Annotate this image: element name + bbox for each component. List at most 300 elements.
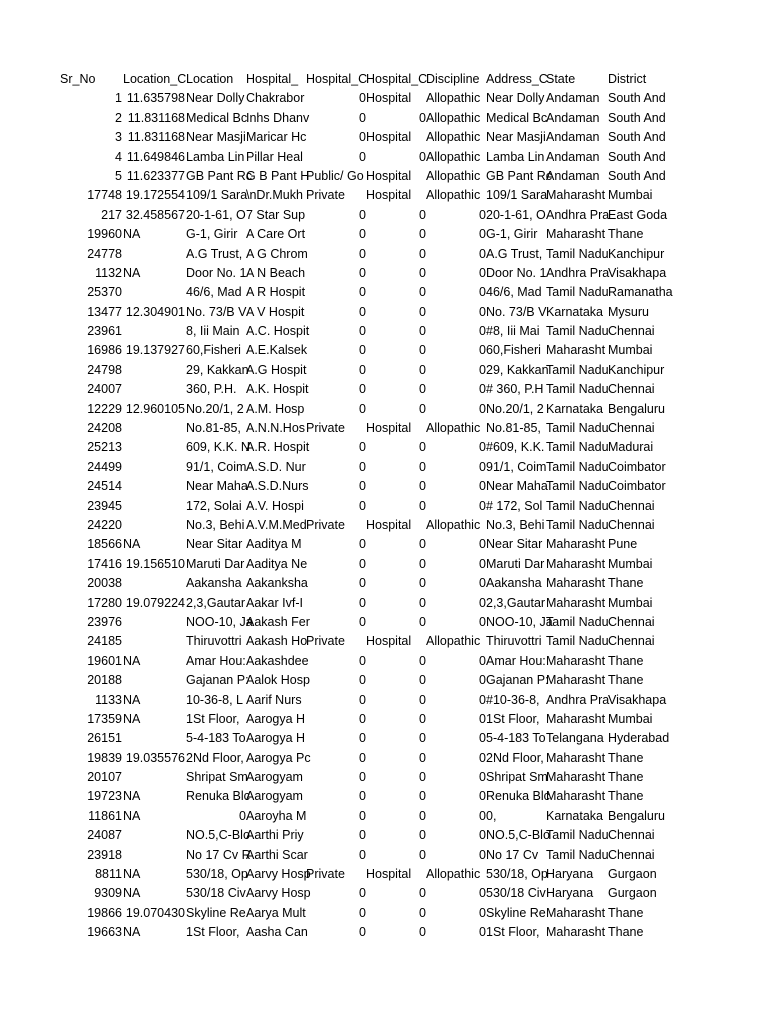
cell-district[interactable]: Thane — [608, 653, 644, 668]
cell-hospital-name[interactable]: A.S.D. Nur — [246, 459, 306, 474]
cell-address[interactable]: 29, Kakkan — [486, 362, 549, 377]
cell-hospital-name[interactable]: Aakanksha — [246, 576, 308, 591]
cell-discipline[interactable]: 0 — [479, 343, 486, 358]
cell-hospital-name[interactable]: A.V. Hospi — [246, 498, 304, 513]
cell-location[interactable]: Renuka Blc — [186, 789, 250, 804]
cell-hospital-name[interactable]: Aaroyha M — [246, 808, 307, 823]
cell-discipline[interactable]: Allopathic — [426, 421, 481, 436]
cell-hospital-care-type[interactable]: 0 — [419, 808, 426, 823]
cell-address[interactable]: No. 73/B V — [486, 304, 547, 319]
cell-district[interactable]: Chennai — [608, 847, 655, 862]
cell-location-coord[interactable]: NA — [123, 711, 141, 726]
cell-hospital-category[interactable]: 0 — [359, 828, 366, 843]
cell-location-coord[interactable] — [123, 846, 185, 865]
cell-location-coord[interactable]: NA — [123, 808, 141, 823]
cell-sr-no[interactable]: 23976 — [87, 614, 122, 629]
cell-district[interactable]: South And — [608, 91, 666, 106]
cell-sr-no[interactable]: 4 — [115, 149, 122, 164]
cell-discipline[interactable]: 0 — [479, 498, 486, 513]
cell-state[interactable]: Karnataka — [546, 401, 603, 416]
cell-state[interactable]: Maharasht — [546, 711, 606, 726]
cell-discipline[interactable]: 0 — [479, 808, 486, 823]
cell-address[interactable]: Near Sitar — [486, 537, 543, 552]
cell-location[interactable]: Lamba Lin — [186, 149, 245, 164]
cell-state[interactable]: Tamil Nadu — [546, 440, 609, 455]
cell-address[interactable]: # 360, P.H — [486, 382, 544, 397]
cell-sr-no[interactable]: 2 — [115, 110, 122, 125]
cell-hospital-care-type[interactable]: 0 — [419, 479, 426, 494]
cell-discipline[interactable]: Allopathic — [426, 149, 481, 164]
cell-sr-no[interactable]: 9309 — [94, 886, 122, 901]
cell-discipline[interactable]: Allopathic — [426, 188, 481, 203]
cell-district[interactable]: Ramanatha — [608, 285, 673, 300]
cell-sr-no[interactable]: 12229 — [87, 401, 122, 416]
cell-discipline[interactable]: 0 — [479, 925, 486, 940]
cell-location-coord[interactable] — [123, 322, 185, 341]
cell-hospital-name[interactable]: A.N.N.Hos — [246, 421, 306, 436]
cell-district[interactable]: Visakhapa — [608, 692, 667, 707]
cell-address[interactable]: Renuka Blc — [486, 789, 550, 804]
cell-hospital-care-type[interactable]: 0 — [419, 576, 426, 591]
header-cell-sr-no[interactable]: Sr_No — [60, 72, 96, 86]
cell-sr-no[interactable]: 19723 — [87, 789, 122, 804]
cell-hospital-care-type[interactable]: 0 — [419, 595, 426, 610]
cell-hospital-name[interactable]: Aarif Nurs — [246, 692, 302, 707]
cell-sr-no[interactable]: 24087 — [87, 828, 122, 843]
cell-district[interactable]: Mumbai — [608, 711, 653, 726]
cell-hospital-care-type[interactable]: 0 — [419, 110, 426, 125]
cell-hospital-care-type[interactable]: Hospital — [366, 168, 412, 183]
cell-location[interactable]: Near Dolly — [186, 91, 245, 106]
cell-state[interactable]: Maharasht — [546, 770, 606, 785]
cell-discipline[interactable]: 0 — [479, 847, 486, 862]
cell-discipline[interactable]: 0 — [479, 673, 486, 688]
cell-location[interactable]: Gajanan P: — [186, 673, 249, 688]
cell-location[interactable]: 530/18, Op — [186, 867, 248, 882]
cell-hospital-category[interactable]: Private — [306, 634, 345, 649]
cell-address[interactable]: Maruti Dar — [486, 556, 545, 571]
cell-location[interactable]: A.G Trust, — [186, 246, 243, 261]
cell-location-coord[interactable] — [123, 419, 185, 438]
cell-state[interactable]: Tamil Nadu — [546, 847, 609, 862]
cell-discipline[interactable]: 0 — [479, 382, 486, 397]
cell-address[interactable]: Shripat Sm — [486, 770, 548, 785]
cell-location[interactable]: Amar Hou: — [186, 653, 246, 668]
cell-location-coord[interactable]: NA — [123, 925, 141, 940]
cell-hospital-care-type[interactable]: Hospital — [366, 867, 412, 882]
cell-sr-no[interactable]: 8811 — [95, 867, 122, 882]
cell-address[interactable]: Medical Bc — [486, 110, 548, 125]
cell-hospital-category[interactable]: 0 — [359, 382, 366, 397]
cell-state[interactable]: Tamil Nadu — [546, 362, 609, 377]
cell-sr-no[interactable]: 1 — [115, 91, 122, 106]
cell-district[interactable]: Gurgaon — [608, 867, 657, 882]
cell-address[interactable]: Aakansha — [486, 576, 542, 591]
cell-hospital-care-type[interactable]: 0 — [419, 828, 426, 843]
cell-sr-no[interactable]: 24208 — [87, 421, 122, 436]
cell-district[interactable]: Coimbator — [608, 479, 666, 494]
cell-district[interactable]: Pune — [608, 537, 638, 552]
cell-location[interactable]: Maruti Dar — [186, 556, 245, 571]
cell-district[interactable]: Chennai — [608, 634, 655, 649]
cell-sr-no[interactable]: 24778 — [87, 246, 122, 261]
cell-location-coord[interactable] — [123, 729, 185, 748]
cell-state[interactable]: Maharasht — [546, 653, 606, 668]
cell-hospital-care-type[interactable]: 0 — [419, 207, 426, 222]
cell-district[interactable]: Chennai — [608, 382, 655, 397]
cell-discipline[interactable]: 0 — [479, 905, 486, 920]
cell-address[interactable]: 2,3,Gautar — [486, 595, 546, 610]
cell-district[interactable]: South And — [608, 168, 666, 183]
cell-location-coord[interactable] — [123, 438, 185, 457]
cell-hospital-category[interactable]: 0 — [359, 110, 366, 125]
cell-hospital-name[interactable]: Chakrabor — [246, 91, 305, 106]
cell-address[interactable]: #8, Iii Mai — [486, 324, 540, 339]
cell-hospital-category[interactable]: 0 — [359, 925, 366, 940]
cell-hospital-category[interactable]: Private — [306, 421, 345, 436]
cell-state[interactable]: Haryana — [546, 867, 594, 882]
cell-hospital-category[interactable]: 0 — [359, 362, 366, 377]
cell-hospital-category[interactable]: 0 — [359, 498, 366, 513]
cell-discipline[interactable]: 0 — [479, 285, 486, 300]
cell-discipline[interactable]: 0 — [479, 362, 486, 377]
cell-hospital-care-type[interactable]: 0 — [419, 362, 426, 377]
cell-location[interactable]: No.81-85, — [186, 421, 241, 436]
cell-state[interactable]: Andaman — [546, 149, 600, 164]
cell-sr-no[interactable]: 19866 — [87, 905, 122, 920]
cell-sr-no[interactable]: 11861 — [88, 808, 122, 823]
cell-hospital-name[interactable]: Inhs Dhanv — [246, 110, 310, 125]
cell-location[interactable]: No. 73/B V — [186, 304, 247, 319]
cell-location[interactable]: No 17 Cv R — [186, 847, 251, 862]
cell-state[interactable]: Tamil Nadu — [546, 324, 609, 339]
cell-discipline[interactable]: 0 — [479, 227, 486, 242]
cell-hospital-care-type[interactable]: 0 — [419, 440, 426, 455]
cell-hospital-category[interactable]: 0 — [359, 886, 366, 901]
cell-hospital-name[interactable]: \nDr.Mukh — [246, 188, 303, 203]
cell-hospital-category[interactable]: 0 — [359, 149, 366, 164]
cell-state[interactable]: Tamil Nadu — [546, 459, 609, 474]
cell-address[interactable]: Near Maha — [486, 479, 548, 494]
cell-location-coord[interactable] — [123, 245, 185, 264]
cell-location[interactable]: G-1, Girir — [186, 227, 238, 242]
cell-hospital-care-type[interactable]: 0 — [419, 459, 426, 474]
cell-hospital-name[interactable]: Aarthi Priy — [246, 828, 304, 843]
cell-state[interactable]: Maharasht — [546, 576, 606, 591]
cell-discipline[interactable]: Allopathic — [426, 91, 481, 106]
cell-district[interactable]: Thane — [608, 770, 644, 785]
cell-hospital-category[interactable]: 0 — [359, 711, 366, 726]
cell-hospital-name[interactable]: Aalok Hosp — [246, 673, 310, 688]
cell-state[interactable]: Andhra Pra — [546, 692, 610, 707]
cell-state[interactable]: Andaman — [546, 110, 600, 125]
header-cell-hospital-care-type[interactable]: Hospital_C — [366, 72, 428, 86]
cell-discipline[interactable]: 0 — [479, 595, 486, 610]
cell-sr-no[interactable]: 217 — [101, 207, 122, 222]
cell-hospital-care-type[interactable]: 0 — [419, 382, 426, 397]
cell-hospital-category[interactable]: 0 — [359, 130, 366, 145]
cell-discipline[interactable]: 0 — [479, 614, 486, 629]
cell-hospital-care-type[interactable]: 0 — [419, 711, 426, 726]
cell-sr-no[interactable]: 20038 — [87, 576, 122, 591]
cell-location[interactable]: 2Nd Floor, — [186, 750, 244, 765]
cell-hospital-name[interactable]: G B Pant H — [246, 168, 310, 183]
cell-address[interactable]: Near Dolly — [486, 91, 545, 106]
cell-discipline[interactable]: Allopathic — [426, 110, 481, 125]
cell-hospital-category[interactable]: 0 — [359, 556, 366, 571]
cell-address[interactable]: 0, — [486, 808, 497, 823]
cell-hospital-name[interactable]: A.R. Hospit — [246, 440, 310, 455]
cell-hospital-name[interactable]: Aarogya Pc — [246, 750, 311, 765]
cell-hospital-care-type[interactable]: 0 — [419, 886, 426, 901]
cell-location[interactable]: 1St Floor, — [186, 711, 240, 726]
cell-location-coord[interactable]: 19.070430 — [125, 905, 185, 920]
cell-location[interactable]: 91/1, Coim — [186, 459, 247, 474]
cell-location[interactable]: 1St Floor, — [186, 925, 240, 940]
cell-hospital-name[interactable]: Pillar Heal — [246, 149, 303, 164]
cell-district[interactable]: Chennai — [608, 828, 655, 843]
cell-location[interactable]: 0 — [239, 808, 246, 823]
cell-discipline[interactable]: 0 — [479, 576, 486, 591]
cell-district[interactable]: South And — [608, 149, 666, 164]
cell-discipline[interactable]: Allopathic — [426, 130, 481, 145]
cell-location-coord[interactable]: NA — [123, 227, 141, 242]
cell-hospital-name[interactable]: Aarvy Hosp — [246, 867, 311, 882]
cell-hospital-care-type[interactable]: 0 — [419, 285, 426, 300]
cell-hospital-category[interactable]: 0 — [359, 304, 366, 319]
cell-discipline[interactable]: 0 — [479, 459, 486, 474]
cell-hospital-category[interactable]: 0 — [359, 265, 366, 280]
cell-location[interactable]: Near Maha — [186, 479, 248, 494]
cell-hospital-category[interactable]: 0 — [359, 905, 366, 920]
cell-address[interactable]: Amar Hou: — [486, 653, 546, 668]
header-cell-district[interactable]: District — [608, 72, 647, 86]
cell-address[interactable]: No.3, Behi — [486, 517, 545, 532]
cell-hospital-care-type[interactable]: 0 — [419, 905, 426, 920]
cell-hospital-care-type[interactable]: 0 — [419, 847, 426, 862]
cell-state[interactable]: Andaman — [546, 130, 600, 145]
cell-sr-no[interactable]: 20188 — [87, 673, 122, 688]
cell-location[interactable]: Medical Bc — [186, 110, 248, 125]
cell-location-coord[interactable]: NA — [123, 653, 141, 668]
cell-hospital-name[interactable]: A N Beach — [246, 265, 306, 280]
cell-sr-no[interactable]: 24007 — [87, 382, 122, 397]
cell-sr-no[interactable]: 24798 — [87, 362, 122, 377]
cell-location-coord[interactable]: 19.137927 — [125, 343, 185, 358]
cell-district[interactable]: East Goda — [608, 207, 668, 222]
cell-hospital-care-type[interactable]: 0 — [419, 653, 426, 668]
cell-location[interactable]: Skyline Re — [186, 905, 246, 920]
cell-location-coord[interactable]: 19.035576 — [125, 750, 185, 765]
cell-discipline[interactable]: 0 — [479, 401, 486, 416]
cell-district[interactable]: South And — [608, 110, 666, 125]
cell-hospital-name[interactable]: Maricar Hc — [246, 130, 307, 145]
cell-location-coord[interactable] — [123, 283, 185, 302]
cell-location[interactable]: 29, Kakkan — [186, 362, 249, 377]
cell-state[interactable]: Tamil Nadu — [546, 421, 609, 436]
cell-location[interactable]: Near Sitar — [186, 537, 243, 552]
cell-location-coord[interactable]: 12.960105 — [125, 401, 185, 416]
cell-location[interactable]: Shripat Sm — [186, 770, 248, 785]
cell-hospital-category[interactable]: 0 — [359, 91, 366, 106]
cell-location[interactable]: No.3, Behi — [186, 517, 245, 532]
cell-location-coord[interactable]: 19.079224 — [125, 595, 185, 610]
cell-sr-no[interactable]: 19663 — [87, 925, 122, 940]
cell-sr-no[interactable]: 26151 — [87, 731, 122, 746]
cell-hospital-category[interactable]: 0 — [359, 459, 366, 474]
cell-state[interactable]: Andaman — [546, 91, 600, 106]
cell-address[interactable]: # 172, Sol — [486, 498, 543, 513]
cell-address[interactable]: 1St Floor, — [486, 711, 540, 726]
cell-location[interactable]: No.20/1, 2 — [186, 401, 244, 416]
cell-hospital-care-type[interactable]: 0 — [419, 304, 426, 319]
cell-hospital-care-type[interactable]: 0 — [419, 498, 426, 513]
cell-state[interactable]: Maharasht — [546, 595, 606, 610]
cell-district[interactable]: Chennai — [608, 614, 655, 629]
cell-discipline[interactable]: 0 — [479, 324, 486, 339]
cell-sr-no[interactable]: 24499 — [87, 459, 122, 474]
cell-location[interactable]: 360, P.H. — [186, 382, 237, 397]
cell-state[interactable]: Maharasht — [546, 925, 606, 940]
cell-location[interactable]: 609, K.K. N — [186, 440, 250, 455]
cell-hospital-care-type[interactable]: 0 — [419, 227, 426, 242]
cell-district[interactable]: Thane — [608, 925, 644, 940]
cell-hospital-care-type[interactable]: 0 — [419, 770, 426, 785]
cell-sr-no[interactable]: 18566 — [87, 537, 122, 552]
cell-district[interactable]: Bengaluru — [608, 808, 665, 823]
cell-hospital-care-type[interactable]: 0 — [419, 614, 426, 629]
cell-state[interactable]: Karnataka — [546, 304, 603, 319]
cell-hospital-name[interactable]: Aarogya H — [246, 711, 306, 726]
cell-state[interactable]: Maharasht — [546, 789, 606, 804]
cell-state[interactable]: Maharasht — [546, 343, 606, 358]
cell-sr-no[interactable]: 17416 — [87, 556, 122, 571]
cell-hospital-care-type[interactable]: 0 — [419, 673, 426, 688]
cell-state[interactable]: Telangana — [546, 731, 604, 746]
cell-hospital-category[interactable]: 0 — [359, 750, 366, 765]
cell-sr-no[interactable]: 17280 — [87, 595, 122, 610]
cell-location-coord[interactable]: 11.831168 — [127, 110, 185, 125]
cell-location-coord[interactable] — [123, 613, 185, 632]
cell-hospital-care-type[interactable]: 0 — [419, 731, 426, 746]
cell-hospital-care-type[interactable]: Hospital — [366, 421, 412, 436]
cell-state[interactable]: Maharasht — [546, 556, 606, 571]
cell-hospital-name[interactable]: Aarthi Scar — [246, 847, 308, 862]
cell-state[interactable]: Maharasht — [546, 537, 606, 552]
cell-discipline[interactable]: 0 — [479, 304, 486, 319]
cell-location-coord[interactable] — [123, 477, 185, 496]
cell-hospital-name[interactable]: A R Hospit — [246, 285, 306, 300]
cell-hospital-category[interactable]: 0 — [359, 207, 366, 222]
cell-hospital-care-type[interactable]: Hospital — [366, 130, 412, 145]
cell-sr-no[interactable]: 24514 — [87, 479, 122, 494]
cell-discipline[interactable]: 0 — [479, 265, 486, 280]
cell-address[interactable]: 109/1 Sara — [486, 188, 548, 203]
cell-hospital-name[interactable]: Aakar Ivf-I — [246, 595, 303, 610]
cell-location[interactable]: 530/18 Civ — [186, 886, 246, 901]
cell-location-coord[interactable]: NA — [123, 789, 141, 804]
cell-hospital-name[interactable]: A.V.M.Med — [246, 517, 307, 532]
cell-hospital-care-type[interactable]: 0 — [419, 265, 426, 280]
cell-location[interactable]: Door No. 1 — [186, 265, 247, 280]
cell-sr-no[interactable]: 23945 — [87, 498, 122, 513]
cell-location[interactable]: 5-4-183 To — [186, 731, 246, 746]
cell-address[interactable]: No.20/1, 2 — [486, 401, 544, 416]
cell-state[interactable]: Andaman — [546, 168, 600, 183]
cell-district[interactable]: Mumbai — [608, 343, 653, 358]
cell-hospital-category[interactable]: 0 — [359, 576, 366, 591]
cell-hospital-care-type[interactable]: Hospital — [366, 517, 412, 532]
cell-state[interactable]: Andhra Pra — [546, 207, 610, 222]
cell-location-coord[interactable]: 19.172554 — [125, 188, 185, 203]
cell-hospital-category[interactable]: 0 — [359, 808, 366, 823]
cell-hospital-category[interactable]: 0 — [359, 692, 366, 707]
cell-state[interactable]: Tamil Nadu — [546, 517, 609, 532]
cell-district[interactable]: Thane — [608, 673, 644, 688]
cell-hospital-category[interactable]: 0 — [359, 770, 366, 785]
cell-location-coord[interactable]: 32.458567 — [125, 207, 185, 222]
cell-location-coord[interactable] — [123, 671, 185, 690]
cell-address[interactable]: 5-4-183 To — [486, 731, 546, 746]
cell-hospital-category[interactable]: 0 — [359, 537, 366, 552]
cell-district[interactable]: Thane — [608, 750, 644, 765]
cell-address[interactable]: Door No. 1 — [486, 265, 547, 280]
header-cell-hospital-name[interactable]: Hospital_ — [246, 72, 299, 86]
cell-state[interactable]: Haryana — [546, 886, 594, 901]
cell-address[interactable]: G-1, Girir — [486, 227, 538, 242]
cell-location[interactable]: 10-36-8, L — [186, 692, 243, 707]
cell-hospital-name[interactable]: Aarogya H — [246, 731, 306, 746]
cell-state[interactable]: Tamil Nadu — [546, 614, 609, 629]
cell-state[interactable]: Tamil Nadu — [546, 285, 609, 300]
cell-hospital-name[interactable]: Aakash Ho — [246, 634, 308, 649]
cell-sr-no[interactable]: 23918 — [87, 847, 122, 862]
cell-sr-no[interactable]: 13477 — [87, 304, 122, 319]
cell-location[interactable]: 172, Solai — [186, 498, 242, 513]
cell-hospital-name[interactable]: A.S.D.Nurs — [246, 479, 309, 494]
cell-sr-no[interactable]: 3 — [115, 130, 122, 145]
cell-location-coord[interactable]: 19.156510 — [125, 556, 185, 571]
cell-state[interactable]: Maharasht — [546, 227, 606, 242]
cell-hospital-name[interactable]: A V Hospit — [246, 304, 305, 319]
cell-address[interactable]: 91/1, Coim — [486, 459, 547, 474]
cell-discipline[interactable]: 0 — [479, 556, 486, 571]
header-cell-location-coord[interactable]: Location_C — [123, 72, 187, 86]
cell-hospital-care-type[interactable]: Hospital — [366, 634, 412, 649]
cell-address[interactable]: GB Pant Rc — [486, 168, 552, 183]
cell-district[interactable]: Chennai — [608, 517, 655, 532]
cell-hospital-category[interactable]: 0 — [359, 285, 366, 300]
cell-address[interactable]: No 17 Cv — [486, 847, 539, 862]
cell-discipline[interactable]: Allopathic — [426, 168, 481, 183]
cell-location-coord[interactable] — [123, 632, 185, 651]
cell-address[interactable]: NO.5,C-Blo — [486, 828, 550, 843]
cell-location-coord[interactable]: 11.623377 — [126, 168, 185, 183]
cell-hospital-name[interactable]: A.C. Hospit — [246, 324, 310, 339]
cell-hospital-care-type[interactable]: 0 — [419, 925, 426, 940]
cell-sr-no[interactable]: 25370 — [87, 285, 122, 300]
cell-state[interactable]: Tamil Nadu — [546, 498, 609, 513]
cell-location-coord[interactable] — [123, 516, 185, 535]
cell-sr-no[interactable]: 20107 — [87, 770, 122, 785]
cell-district[interactable]: Gurgaon — [608, 886, 657, 901]
cell-hospital-category[interactable]: 0 — [359, 673, 366, 688]
cell-district[interactable]: Chennai — [608, 324, 655, 339]
cell-district[interactable]: Hyderabad — [608, 731, 670, 746]
cell-sr-no[interactable]: 19839 — [87, 750, 122, 765]
cell-hospital-category[interactable]: Public/ Go — [306, 168, 364, 183]
cell-location[interactable]: Thiruvottri — [186, 634, 242, 649]
